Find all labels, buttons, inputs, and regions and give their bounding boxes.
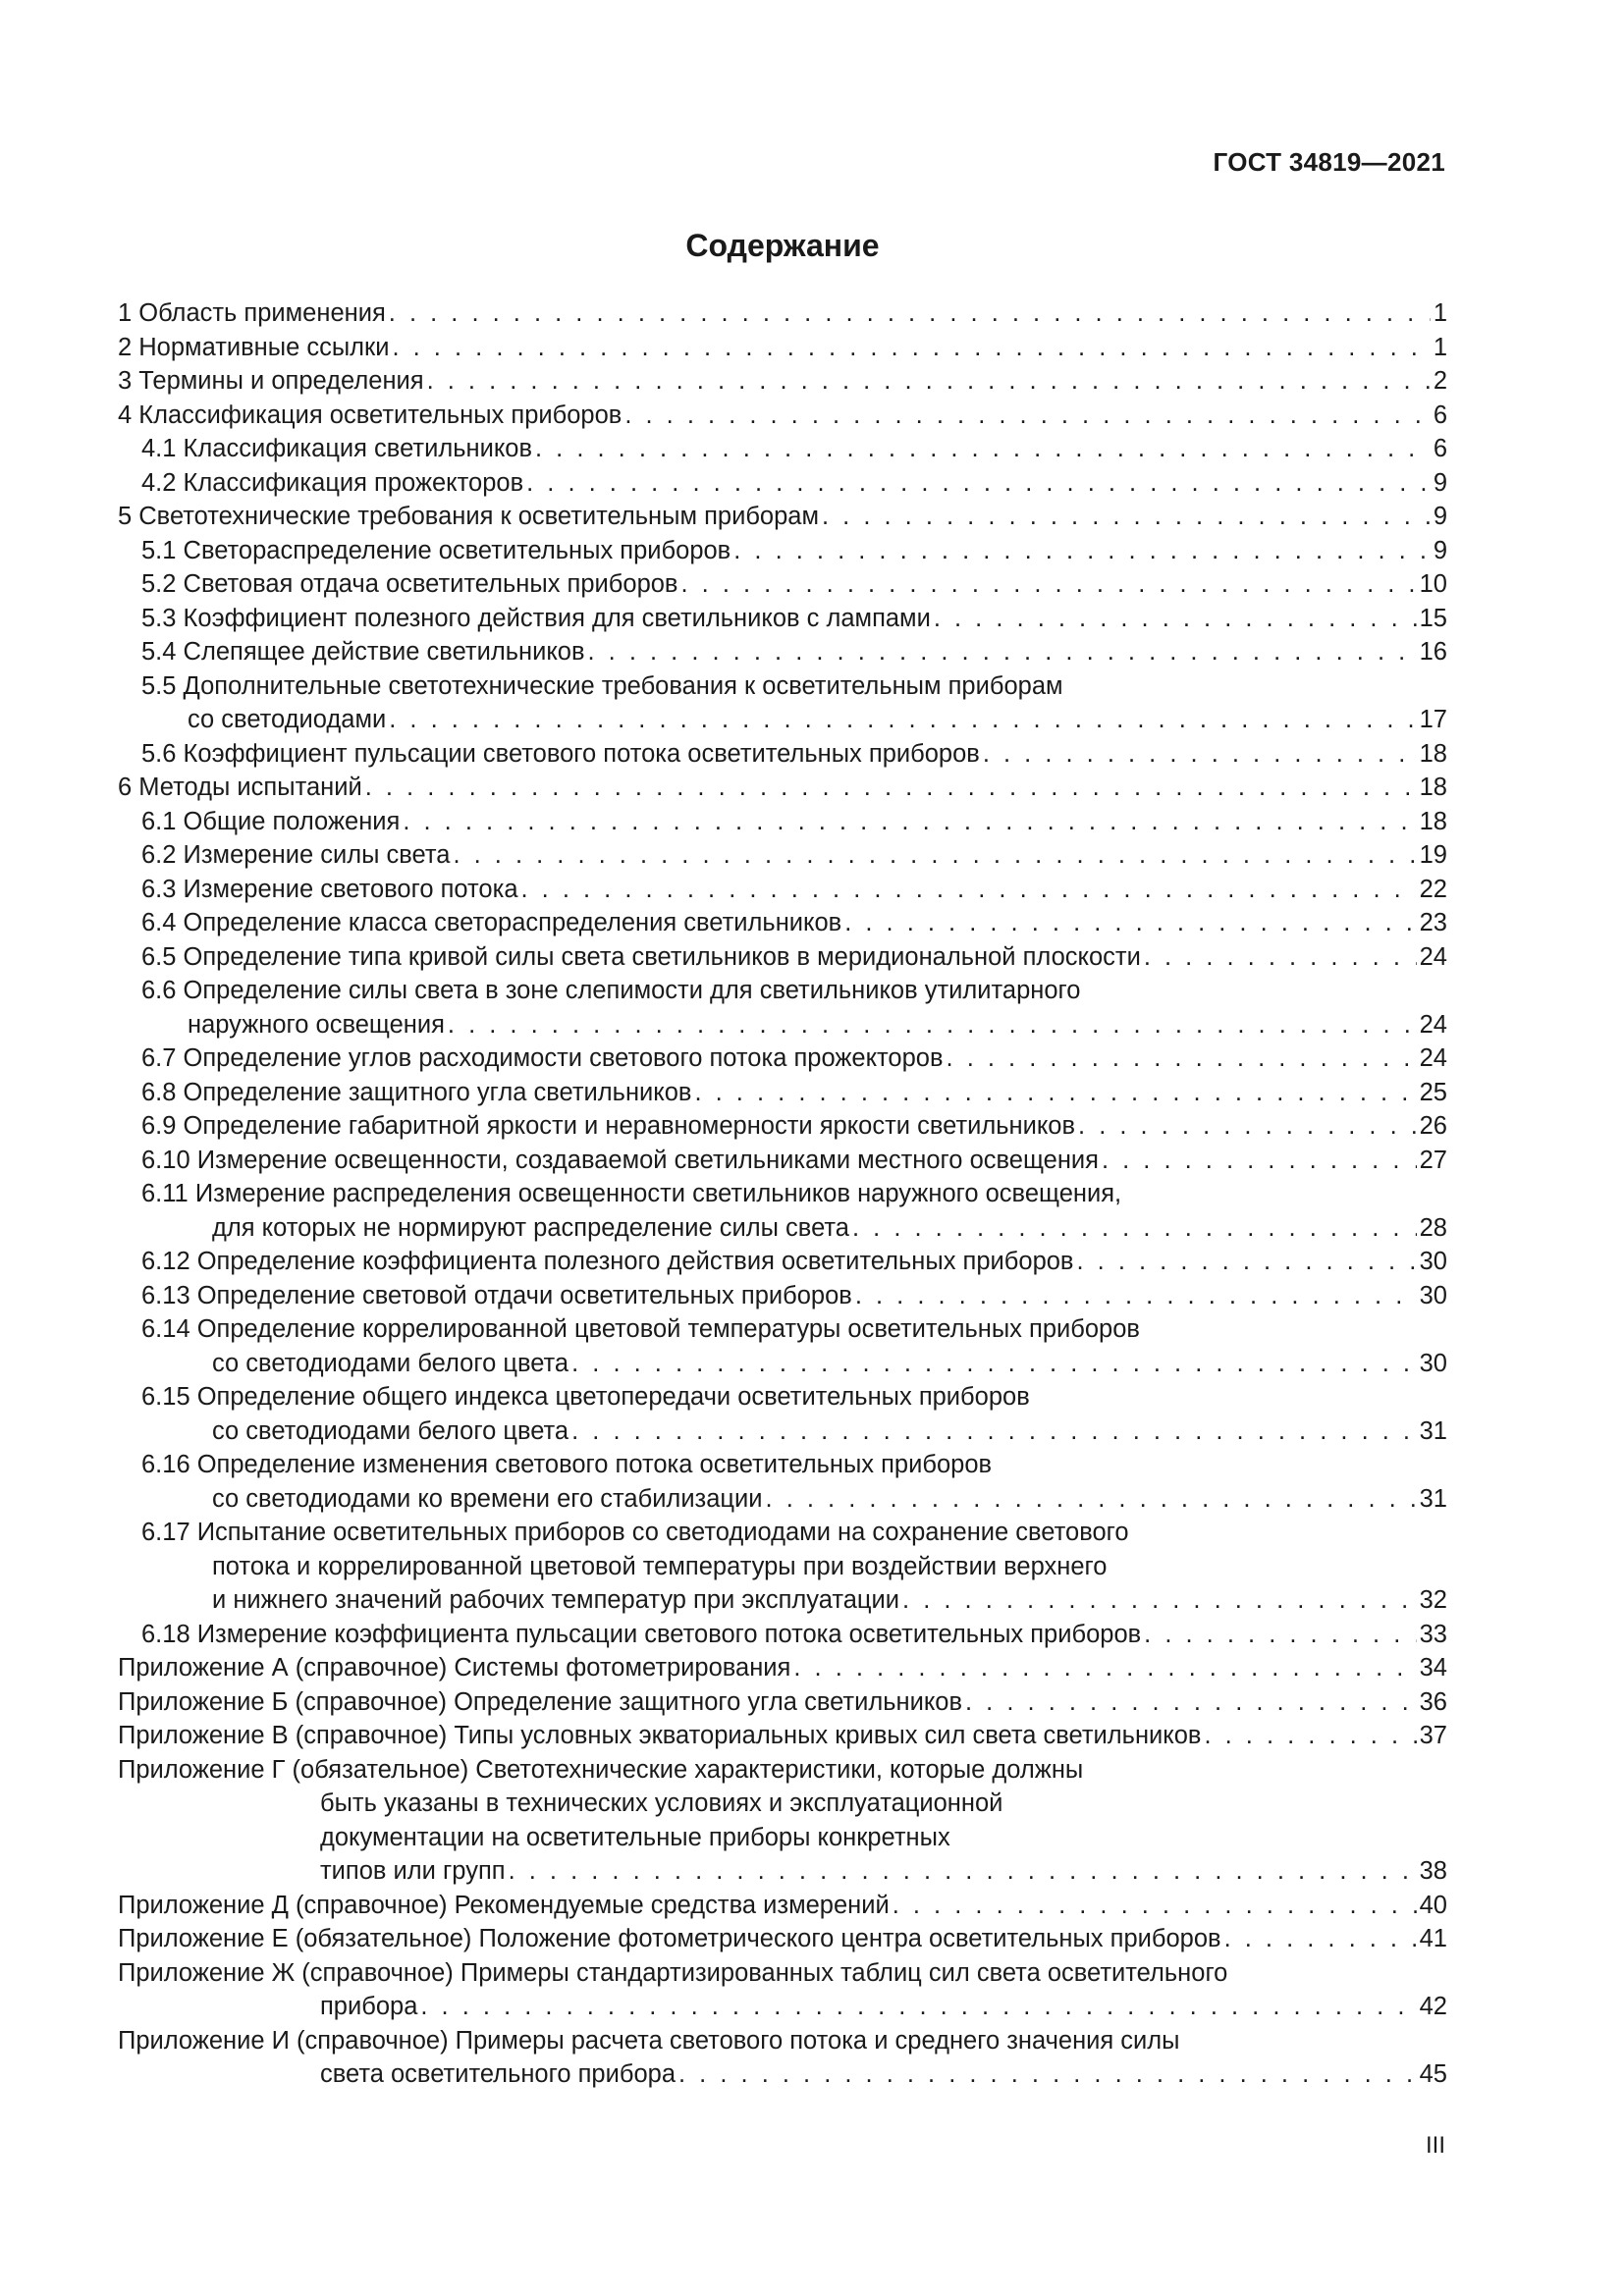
toc-entry[interactable] [118, 1651, 1447, 1685]
toc-entry-continuation [118, 1821, 1447, 1855]
toc-entry-title [118, 399, 1447, 433]
toc-leader-dots [588, 635, 1417, 669]
toc-entry-text: 6.4 Определение класса светораспределения светильников [141, 906, 841, 940]
toc-entry-title [118, 1922, 1447, 1956]
toc-entry-title [118, 838, 1447, 873]
toc-leader-dots [526, 466, 1431, 501]
toc-entry[interactable] [118, 399, 1447, 433]
toc-leader-dots [855, 1279, 1417, 1313]
toc-entry[interactable] [118, 906, 1447, 940]
toc-entry[interactable] [118, 466, 1447, 501]
toc-entry-text: 4 Классификация осветительных приборов [118, 399, 622, 433]
toc-entry-title [118, 466, 1447, 501]
toc-entry-text: 5.2 Световая отдача осветительных приборов [141, 567, 677, 602]
toc-entry-text: 4.2 Классификация прожекторов [141, 466, 523, 501]
toc-entry-title [118, 1076, 1447, 1110]
toc-entry-title [118, 669, 1447, 704]
toc-entry-text: 6.15 Определение общего индекса цветопередачи осветительных приборов [141, 1380, 1030, 1415]
toc-leader-dots [392, 331, 1430, 365]
toc-page-number: 26 [1419, 1112, 1447, 1140]
toc-page-number: 24 [1419, 942, 1447, 971]
toc-entry-text: 6.3 Измерение светового потока [141, 873, 518, 907]
toc-leader-dots [571, 1415, 1417, 1449]
toc-page-number: 38 [1419, 1857, 1447, 1885]
toc-entry[interactable] [118, 1685, 1447, 1720]
toc-entry-text: со светодиодами белого цвета [212, 1347, 568, 1381]
toc-page-number: 40 [1419, 1891, 1447, 1919]
toc-entry-text: со светодиодами белого цвета [212, 1415, 568, 1449]
toc-entry-title [118, 602, 1447, 636]
toc-entry[interactable] [118, 1076, 1447, 1110]
toc-entry-text: 6.1 Общие положения [141, 805, 400, 839]
toc-leader-dots [427, 364, 1431, 399]
toc-page-number: 32 [1419, 1586, 1447, 1614]
toc-entry-continuation [118, 1550, 1447, 1584]
toc-entry[interactable] [118, 1380, 1447, 1448]
toc-entry-text: Приложение Ж (справочное) Примеры стандартизированных таблиц сил света осветительного [118, 1956, 1227, 1991]
toc-page-number: 18 [1419, 807, 1447, 835]
toc-page-number: 45 [1419, 2060, 1447, 2088]
toc-leader-dots [902, 1583, 1417, 1618]
toc-entry[interactable] [118, 1312, 1447, 1380]
toc-entry-title [118, 974, 1447, 1008]
toc-page-number: 22 [1419, 875, 1447, 903]
toc-entry[interactable] [118, 364, 1447, 399]
toc-page-number: 37 [1419, 1722, 1447, 1749]
toc-entry-title [118, 534, 1447, 568]
toc-entry[interactable] [118, 1753, 1447, 1889]
toc-entry-title [118, 1753, 1447, 1788]
toc-entry[interactable] [118, 432, 1447, 466]
toc-entry-text: 6.17 Испытание осветительных приборов со светодиодами на сохранение светового [141, 1516, 1129, 1550]
toc-page-number: 1 [1433, 299, 1447, 327]
toc-entry[interactable] [118, 1922, 1447, 1956]
toc-page-number: 30 [1419, 1349, 1447, 1377]
toc-entry-continuation [118, 703, 1447, 737]
toc-entry[interactable] [118, 1618, 1447, 1652]
toc-leader-dots [403, 805, 1416, 839]
toc-entry[interactable] [118, 635, 1447, 669]
document-code: ГОСТ 34819—2021 [1213, 147, 1445, 177]
toc-entry[interactable] [118, 1279, 1447, 1313]
toc-entry-text: со светодиодами [188, 703, 386, 737]
toc-page-number: 16 [1419, 638, 1447, 666]
toc-entry[interactable] [118, 1041, 1447, 1076]
toc-page-number: 15 [1419, 604, 1447, 632]
toc-entry[interactable] [118, 974, 1447, 1041]
toc-entry-title [118, 1041, 1447, 1076]
toc-entry[interactable] [118, 1889, 1447, 1923]
toc-entry-continuation [118, 1854, 1447, 1889]
toc-entry-continuation [118, 1008, 1447, 1042]
toc-page-number: 34 [1419, 1654, 1447, 1682]
toc-entry-title [118, 1719, 1447, 1753]
toc-entry-title [118, 1312, 1447, 1347]
toc-entry-title [118, 567, 1447, 602]
toc-page-number: 17 [1419, 706, 1447, 733]
toc-entry-text: со светодиодами ко времени его стабилизации [212, 1482, 763, 1517]
toc-entry-title [118, 1448, 1447, 1482]
toc-entry-text: Приложение А (справочное) Системы фотометрирования [118, 1651, 790, 1685]
toc-entry-title [118, 500, 1447, 534]
toc-leader-dots [365, 771, 1417, 805]
toc-entry-text: 6.5 Определение типа кривой силы света светильников в меридиональной плоскости [141, 940, 1141, 975]
toc-leader-dots [733, 534, 1431, 568]
toc-page-number: 2 [1433, 367, 1447, 395]
toc-entry-text: 4.1 Классификация светильников [141, 432, 532, 466]
toc-entry-text: прибора [320, 1990, 417, 2024]
toc-entry-text: Приложение И (справочное) Примеры расчета светового потока и среднего значения силы [118, 2024, 1180, 2058]
toc-page-number: 36 [1419, 1687, 1447, 1716]
toc-leader-dots [521, 873, 1417, 907]
toc-entry-text: типов или групп [320, 1854, 506, 1889]
toc-entry-text: 5.3 Коэффициент полезного действия для светильников с лампами [141, 602, 931, 636]
toc-page-number: 28 [1419, 1213, 1447, 1242]
toc-leader-dots [1144, 940, 1417, 975]
toc-page-number: 41 [1419, 1925, 1447, 1952]
toc-entry[interactable] [118, 331, 1447, 365]
toc-page-number: 31 [1419, 1416, 1447, 1445]
toc-entry[interactable] [118, 771, 1447, 805]
table-of-contents [118, 296, 1447, 2092]
toc-entry-text: 6 Методы испытаний [118, 771, 362, 805]
toc-entry-title [118, 432, 1447, 466]
toc-entry-continuation [118, 1990, 1447, 2024]
toc-entry[interactable] [118, 534, 1447, 568]
toc-entry[interactable] [118, 296, 1447, 331]
toc-entry-text: 5.6 Коэффициент пульсации светового потока осветительных приборов [141, 737, 980, 772]
toc-leader-dots [934, 602, 1417, 636]
toc-entry-title [118, 940, 1447, 975]
toc-entry-continuation [118, 1583, 1447, 1618]
toc-entry-text: 6.18 Измерение коэффициента пульсации светового потока осветительных приборов [141, 1618, 1141, 1652]
toc-page-number: 27 [1419, 1146, 1447, 1174]
toc-entry-text: потока и коррелированной цветовой температуры при воздействии верхнего [212, 1550, 1107, 1584]
toc-entry[interactable] [118, 1719, 1447, 1753]
toc-entry[interactable] [118, 1177, 1447, 1245]
toc-entry[interactable] [118, 873, 1447, 907]
toc-entry-title [118, 873, 1447, 907]
toc-leader-dots [1078, 1109, 1417, 1144]
toc-entry-text: света осветительного прибора [320, 2057, 676, 2092]
page-title: Содержание [685, 228, 880, 263]
toc-entry-text: 2 Нормативные ссылки [118, 331, 389, 365]
toc-entry[interactable] [118, 737, 1447, 772]
toc-entry-title [118, 1144, 1447, 1178]
toc-leader-dots [793, 1651, 1416, 1685]
toc-page-number: 9 [1433, 503, 1447, 530]
toc-entry-continuation [118, 1482, 1447, 1517]
toc-entry-text: 6.12 Определение коэффициента полезного действия осветительных приборов [141, 1245, 1073, 1279]
toc-entry-text: 5.1 Светораспределение осветительных приборов [141, 534, 731, 568]
toc-leader-dots [844, 906, 1416, 940]
toc-entry-text: и нижнего значений рабочих температур при эксплуатации [212, 1583, 899, 1618]
toc-leader-dots [1102, 1144, 1417, 1178]
toc-entry-title [118, 2024, 1447, 2058]
toc-entry-text: документации на осветительные приборы конкретных [320, 1821, 950, 1855]
toc-page-number: 30 [1419, 1281, 1447, 1309]
toc-entry-title [118, 1618, 1447, 1652]
toc-leader-dots [680, 567, 1416, 602]
toc-entry-text: 6.10 Измерение освещенности, создаваемой светильниками местного освещения [141, 1144, 1099, 1178]
toc-entry-text: 1 Область применения [118, 296, 386, 331]
toc-entry[interactable] [118, 805, 1447, 839]
toc-entry-text: 5.5 Дополнительные светотехнические требования к осветительным приборам [141, 669, 1063, 704]
toc-page-number: 6 [1433, 400, 1447, 429]
toc-entry-text: Приложение Е (обязательное) Положение фотометрического центра осветительных приборов [118, 1922, 1221, 1956]
toc-page-number: 33 [1419, 1620, 1447, 1648]
toc-leader-dots [1144, 1618, 1416, 1652]
toc-entry-title [118, 1279, 1447, 1313]
toc-entry[interactable] [118, 1956, 1447, 2024]
toc-entry-title [118, 1380, 1447, 1415]
toc-leader-dots [1076, 1245, 1416, 1279]
toc-entry[interactable] [118, 567, 1447, 602]
toc-page-number: 18 [1419, 774, 1447, 801]
toc-leader-dots [965, 1685, 1417, 1720]
toc-page-number: 42 [1419, 1993, 1447, 2020]
toc-leader-dots [766, 1482, 1417, 1517]
toc-entry-text: 5 Светотехнические требования к осветительным приборам [118, 500, 819, 534]
toc-leader-dots [624, 399, 1431, 433]
toc-entry-text: 5.4 Слепящее действие светильников [141, 635, 585, 669]
toc-page-number: 31 [1419, 1484, 1447, 1513]
toc-entry-title [118, 737, 1447, 772]
toc-entry-title [118, 1245, 1447, 1279]
toc-entry-text: 6.11 Измерение распределения освещенности светильников наружного освещения, [141, 1177, 1121, 1211]
toc-page-number: 24 [1419, 1010, 1447, 1039]
toc-entry-title [118, 1516, 1447, 1550]
toc-leader-dots [420, 1990, 1416, 2024]
toc-entry-continuation [118, 1347, 1447, 1381]
toc-entry-title [118, 1685, 1447, 1720]
toc-entry-title [118, 1889, 1447, 1923]
toc-leader-dots [822, 500, 1431, 534]
toc-entry-title [118, 331, 1447, 365]
toc-page-number: 25 [1419, 1078, 1447, 1106]
toc-leader-dots [448, 1008, 1417, 1042]
toc-entry-continuation [118, 2057, 1447, 2092]
toc-leader-dots [571, 1347, 1417, 1381]
toc-entry[interactable] [118, 1448, 1447, 1516]
toc-entry[interactable] [118, 1109, 1447, 1144]
page-number: III [1425, 2132, 1445, 2159]
toc-page-number: 1 [1433, 333, 1447, 361]
toc-entry-title [118, 1956, 1447, 1991]
toc-page-number: 30 [1419, 1248, 1447, 1275]
toc-entry-text: 6.6 Определение силы света в зоне слепимости для светильников утилитарного [141, 974, 1080, 1008]
toc-entry-continuation [118, 1787, 1447, 1821]
toc-entry-title [118, 1651, 1447, 1685]
toc-entry[interactable] [118, 1245, 1447, 1279]
toc-entry[interactable] [118, 2024, 1447, 2092]
toc-entry-text: 6.14 Определение коррелированной цветовой температуры осветительных приборов [141, 1312, 1140, 1347]
toc-leader-dots [1204, 1719, 1416, 1753]
toc-entry-title [118, 1109, 1447, 1144]
toc-entry-continuation [118, 1415, 1447, 1449]
toc-page-number: 10 [1419, 570, 1447, 598]
toc-leader-dots [389, 296, 1431, 331]
toc-page-number: 24 [1419, 1044, 1447, 1072]
toc-entry-text: 6.8 Определение защитного угла светильников [141, 1076, 691, 1110]
toc-leader-dots [535, 432, 1431, 466]
toc-entry-text: Приложение Д (справочное) Рекомендуемые средства измерений [118, 1889, 890, 1923]
toc-entry[interactable] [118, 1144, 1447, 1178]
toc-page-number: 6 [1433, 435, 1447, 462]
toc-page-number: 9 [1433, 536, 1447, 564]
toc-entry-continuation [118, 1211, 1447, 1246]
toc-leader-dots [694, 1076, 1416, 1110]
toc-entry-title [118, 771, 1447, 805]
toc-leader-dots [852, 1211, 1417, 1246]
toc-page-number: 19 [1419, 841, 1447, 869]
toc-entry-title [118, 296, 1447, 331]
toc-entry-text: 6.7 Определение углов расходимости светового потока прожекторов [141, 1041, 944, 1076]
toc-page-number: 23 [1419, 909, 1447, 936]
toc-entry-text: Приложение Б (справочное) Определение защитного угла светильников [118, 1685, 962, 1720]
toc-entry-text: 3 Термины и определения [118, 364, 424, 399]
toc-leader-dots [983, 737, 1417, 772]
toc-entry[interactable] [118, 669, 1447, 737]
toc-entry-text: быть указаны в технических условиях и эксплуатационной [320, 1787, 1002, 1821]
toc-leader-dots [678, 2057, 1417, 2092]
toc-leader-dots [509, 1854, 1417, 1889]
toc-entry-title [118, 635, 1447, 669]
toc-entry-text: 6.13 Определение световой отдачи осветительных приборов [141, 1279, 852, 1313]
toc-leader-dots [389, 703, 1416, 737]
toc-leader-dots [947, 1041, 1417, 1076]
toc-leader-dots [453, 838, 1416, 873]
toc-entry-title [118, 805, 1447, 839]
toc-page-number: 18 [1419, 739, 1447, 768]
toc-entry-text: Приложение Г (обязательное) Светотехнические характеристики, которые должны [118, 1753, 1083, 1788]
toc-leader-dots [893, 1889, 1417, 1923]
toc-entry[interactable] [118, 1516, 1447, 1618]
toc-entry-text: наружного освещения [188, 1008, 445, 1042]
toc-entry-title [118, 906, 1447, 940]
toc-entry[interactable] [118, 602, 1447, 636]
toc-entry-text: для которых не нормируют распределение силы света [212, 1211, 849, 1246]
toc-entry[interactable] [118, 500, 1447, 534]
toc-entry-text: 6.2 Измерение силы света [141, 838, 450, 873]
toc-entry-title [118, 364, 1447, 399]
toc-entry[interactable] [118, 838, 1447, 873]
toc-entry-title [118, 1177, 1447, 1211]
toc-entry-text: 6.16 Определение изменения светового потока осветительных приборов [141, 1448, 992, 1482]
toc-entry[interactable] [118, 940, 1447, 975]
toc-leader-dots [1224, 1922, 1417, 1956]
toc-entry-text: 6.9 Определение габаритной яркости и неравномерности яркости светильников [141, 1109, 1075, 1144]
toc-entry-text: Приложение В (справочное) Типы условных экваториальных кривых сил света светильников [118, 1719, 1201, 1753]
toc-page-number: 9 [1433, 468, 1447, 497]
